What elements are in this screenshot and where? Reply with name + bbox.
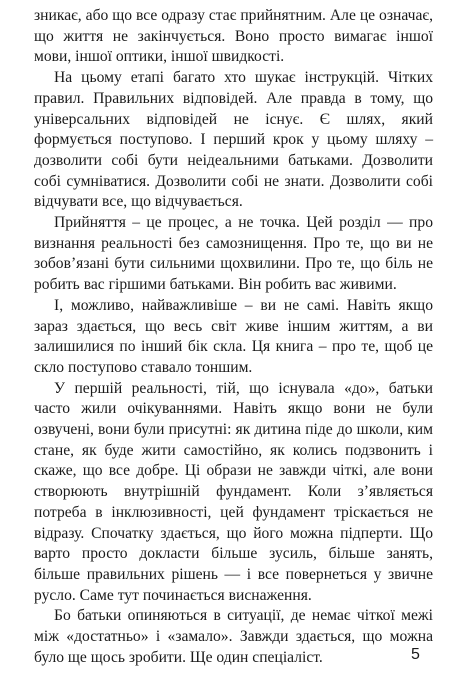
paragraph-first-reality: У першій реальності, тій, що існувала «до», батьки часто жили очікуваннями. Навіть якщо вони не були озвучені, вони були присутні: як дитина піде до школи, ким стане, як буде жити самостійно, як колись подзвонить і скаже, що все добре. Ці образи не завжди чіткі, але вони створюють внутрішній фундамент. Коли з’являється потреба в інклюзивності, цей фундамент тріскається не відразу. Спочатку здається, що його можна підперти. Що варто просто докласти більше зусиль, більше занять, більше правильних рішень — і все повернеться у звичне русло. Саме тут починається виснаження. [34, 379, 433, 604]
paragraph-continuation: зникає, або що все одразу стає прийнятним. Але це означає, що життя не закінчується. Воно просто вимагає іншої мови, іншої оптики, іншої швидкості. [34, 7, 433, 66]
page-number: 5 [411, 646, 420, 663]
paragraph-instructions: На цьому етапі багато хто шукає інструкцій. Чітких правил. Правильних відповідей. Але правда в тому, що універсальних відповідей не існує. Є шлях, який формується поступово. І перший крок у цьому шляху – дозволити собі бути неідеальними батьками. Дозволити собі сумніватися. Дозволити собі не знати. Дозволити собі відчувати все, що відчувається. [34, 69, 433, 211]
paragraph-not-alone: І, можливо, найважливіше – ви не самі. Навіть якщо зараз здається, що весь світ живе іншим життям, а ви залишилися по інший бік скла. Ця книга – про те, щоб це скло поступово ставало тоншим. [34, 296, 433, 376]
book-page-text [34, 6, 433, 666]
paragraph-parents-situation: Бо батьки опиняються в ситуації, де немає чіткої межі між «достатньо» і «замало». Завжди здається, що можна було ще щось зробити. Ще один спеціаліст. [34, 607, 433, 666]
paragraph-acceptance: Прийняття – це процес, а не точка. Цей розділ — про визнання реальності без самознищення. Про те, що ви не зобов’язані бути сильними щохвилини. Про те, що біль не робить вас гіршими батьками. Він робить вас живими. [34, 214, 433, 294]
